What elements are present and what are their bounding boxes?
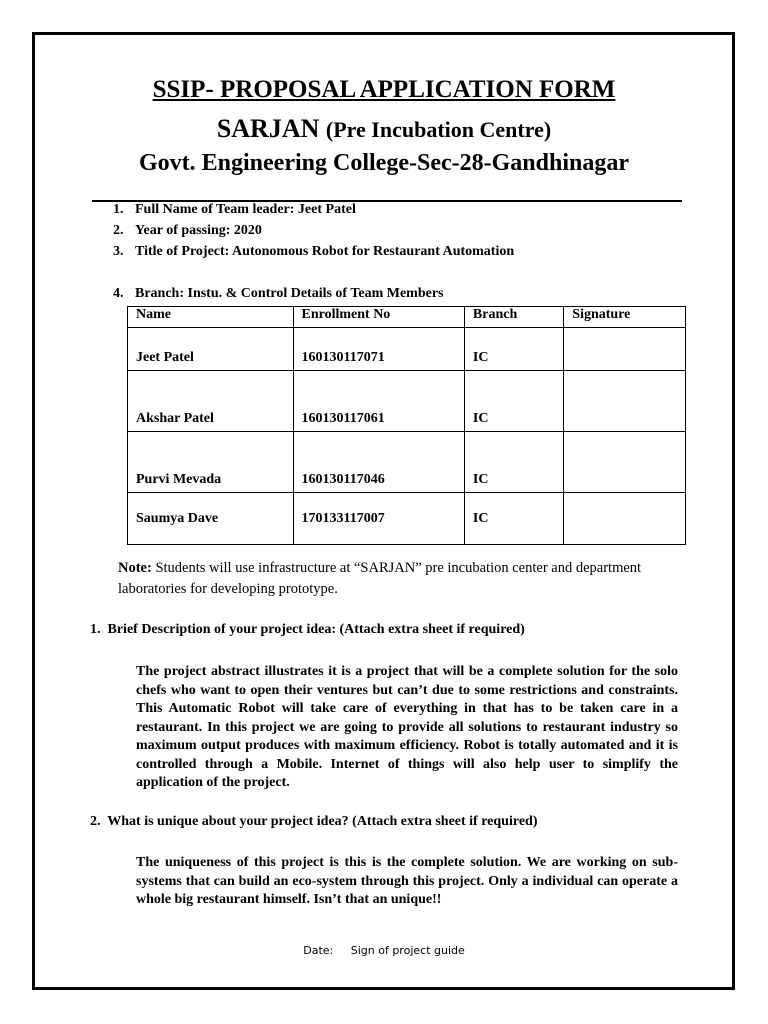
info-number: 4. [113,286,124,301]
cell-enrollment: 160130117046 [293,432,464,493]
info-number: 3. [113,244,124,259]
form-title: SSIP- PROPOSAL APPLICATION FORM [152,76,616,103]
table-row [128,371,686,432]
note-label: Note: [118,560,152,576]
question-heading [90,814,537,830]
answer-paragraph: The uniqueness of this project is this is the complete solution. We are working on sub-systems that can build an eco-system through this project. Only a individual can operate a whole big restaurant himself. Isn’t that an unique!! [136,855,678,907]
question-text: Brief Description of your project idea: (Attach extra sheet if required) [107,622,525,637]
cell-name: Saumya Dave [128,493,294,545]
info-number: 1. [113,202,124,217]
cell-name: Jeet Patel [128,328,294,371]
note [118,558,678,600]
cell-signature [564,432,686,493]
question-number: 1. [90,622,101,637]
cell-enrollment: 170133117007 [293,493,464,545]
answer-paragraph: The project abstract illustrates it is a project that will be a complete solution for the solo chefs who want to open their ventures but can’t due to some restrictions and constraints. This Automatic Robot will take care of everything in that has to be taken care in a restaurant. In this project we are going to provide all solutions to restaurant industry so maximum output produces with maximum efficiency. Robot is totally automated and it is controlled through a Mobile. Internet of things will also help user to simplify the application of the project. [136,664,678,790]
table-header-row [128,307,686,328]
org-name: SARJAN [216,114,320,143]
header-branch: Branch [464,307,563,328]
note-text: Students will use infrastructure at “SARJAN” pre incubation center and department laboratories for developing prototype. [118,560,642,597]
cell-branch: IC [464,371,563,432]
info-text: Year of passing: 2020 [135,223,262,238]
question-heading [90,622,525,638]
cell-branch: IC [464,328,563,371]
team-members-table [127,306,686,545]
cell-name: Purvi Mevada [128,432,294,493]
info-number: 2. [113,223,124,238]
cell-signature [564,328,686,371]
cell-signature [564,493,686,545]
cell-signature [564,371,686,432]
date-label: Date: [303,944,334,957]
college-name: Govt. Engineering College-Sec-28-Gandhinagar [139,150,629,176]
info-text: Title of Project: Autonomous Robot for Restaurant Automation [135,244,515,259]
cell-branch: IC [464,432,563,493]
guide-sign-label: Sign of project guide [350,944,465,957]
table-row [128,432,686,493]
cell-enrollment: 160130117071 [293,328,464,371]
org-heading [0,114,768,144]
signature-footer [0,944,768,957]
info-text: Full Name of Team leader: Jeet Patel [135,202,356,217]
cell-enrollment: 160130117061 [293,371,464,432]
header-signature: Signature [564,307,686,328]
info-text: Branch: Instu. & Control Details of Team Members [135,286,444,301]
table-row [128,493,686,545]
header-enrollment: Enrollment No [293,307,464,328]
question-text: What is unique about your project idea? (Attach extra sheet if required) [107,814,538,829]
org-subtitle: (Pre Incubation Centre) [325,117,552,142]
question-number: 2. [90,814,101,829]
table-row [128,328,686,371]
cell-name: Akshar Patel [128,371,294,432]
header-name: Name [128,307,294,328]
cell-branch: IC [464,493,563,545]
